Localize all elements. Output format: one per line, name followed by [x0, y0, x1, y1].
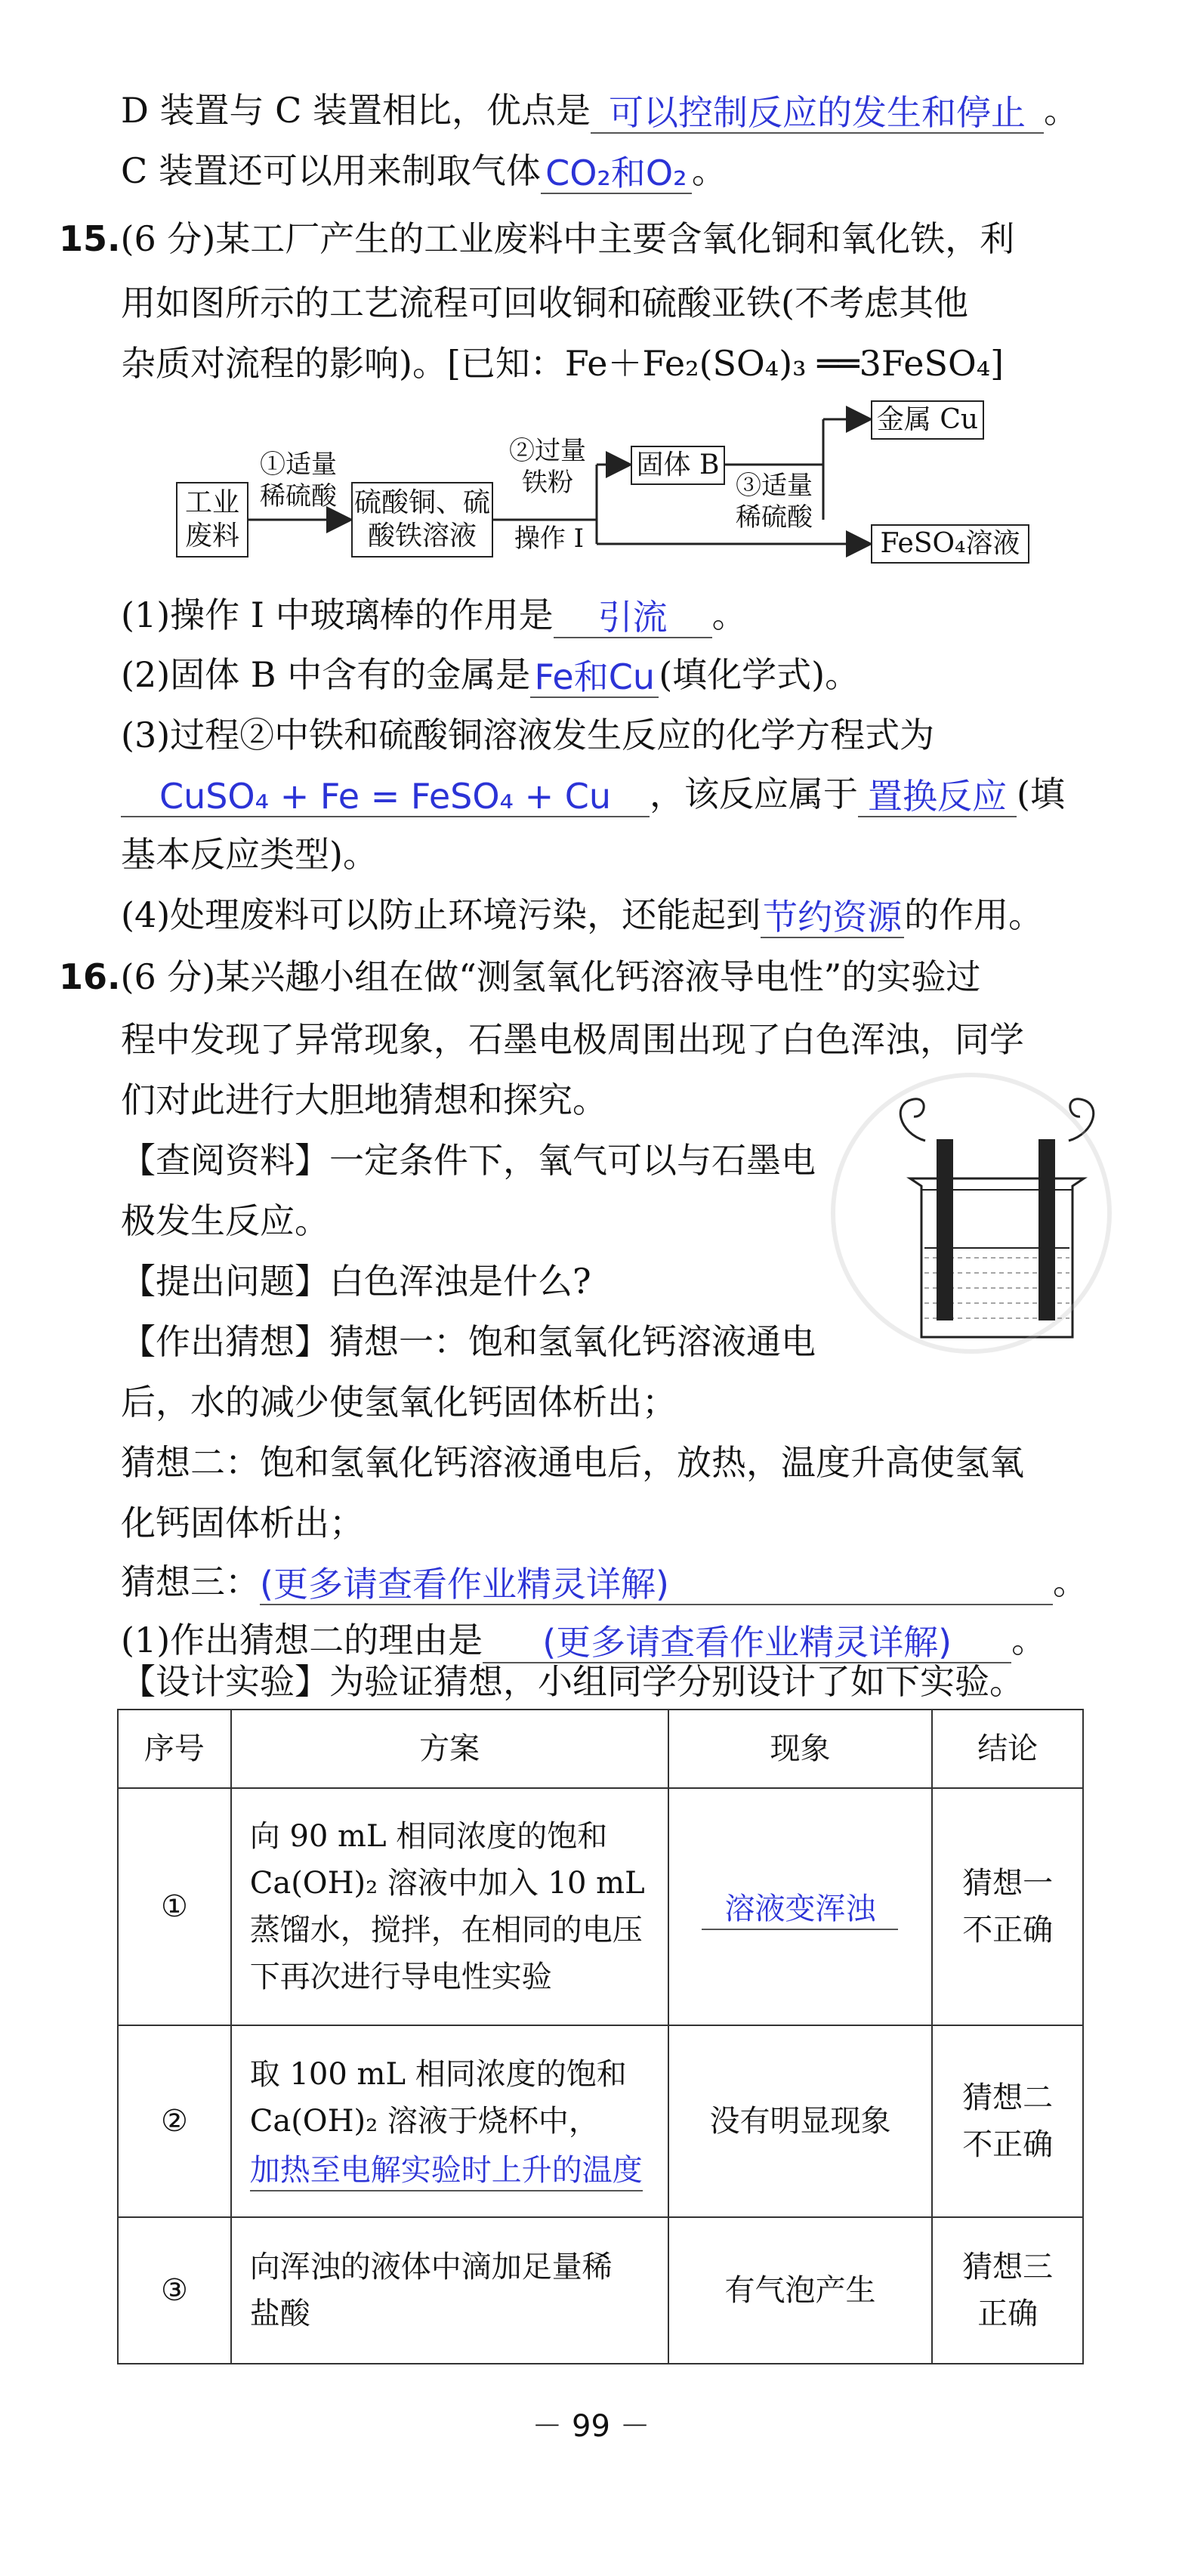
q16-text: (6 分)某兴趣小组在做“测氢氧化钙溶液导电性”的实验过 [120, 956, 981, 997]
row-conclusion [932, 2217, 1083, 2364]
answer-blank: (更多请查看作业精灵详解) [260, 1564, 1053, 1605]
q15-part1 [121, 591, 747, 638]
answer-blank: CuSO₄ + Fe = FeSO₄ + Cu [121, 777, 650, 817]
flow-op1: 操作 I [514, 524, 585, 554]
q15-part-text: (2)固体 B 中含有的金属是 [121, 654, 531, 695]
flow-step3 [729, 470, 819, 533]
conclusion-line: 正确 [977, 2296, 1038, 2331]
q16-guess1a: 【作出猜想】猜想一：饱和氢氧化钙溶液通电 [121, 1321, 816, 1362]
conclusion-line: 不正确 [962, 2127, 1054, 2162]
plan-line: 向 90 mL 相同浓度的饱和 [249, 1819, 608, 1854]
row-phenomenon: 有气泡产生 [668, 2217, 933, 2364]
table-row [118, 1788, 1083, 2025]
q16-guess3 [121, 1558, 1088, 1605]
q14-text: C 装置还可以用来制取气体 [121, 150, 541, 191]
q16-design: 【设计实验】为验证猜想，小组同学分别设计了如下实验。 [121, 1661, 1024, 1702]
table-row [118, 2217, 1083, 2364]
q15-part3-line3: 基本反应类型)。 [121, 834, 378, 875]
question-number: 15. [59, 218, 121, 259]
flow-box-text: 酸铁溶液 [367, 520, 477, 551]
q15-part3: (3)过程②中铁和硫酸铜溶液发生反应的化学方程式为 [121, 715, 935, 755]
table-header-row [118, 1710, 1083, 1788]
row-conclusion [932, 2025, 1083, 2217]
plan-line: 蒸馏水，搅拌，在相同的电压 [249, 1913, 643, 1947]
q14-text: D 装置与 C 装置相比，优点是 [121, 90, 591, 131]
flow-box-feso4: FeSO₄溶液 [871, 524, 1029, 564]
q16-question: 【提出问题】白色浑浊是什么? [121, 1261, 591, 1302]
table-row [118, 2025, 1083, 2217]
answer-blank: Fe和Cu [530, 657, 659, 698]
flow-box-waste [176, 482, 248, 558]
q15-part3-line2 [121, 771, 1065, 817]
table-header: 现象 [668, 1710, 933, 1788]
experiment-table [117, 1709, 1084, 2364]
q15-part4 [121, 891, 1043, 938]
page-number: － 99 － [532, 2409, 650, 2444]
q16-line3: 们对此进行大胆地猜想和探究。 [121, 1080, 607, 1120]
q15-part-text: ，该反应属于 [650, 774, 858, 814]
watermark [831, 1073, 1112, 1354]
plan-line: Ca(OH)₂ 溶液中加入 10 mL [249, 1866, 645, 1901]
row-number: ③ [118, 2217, 231, 2364]
answer-blank: 可以控制反应的发生和停止 [591, 93, 1044, 134]
plan-line: 取 100 mL 相同浓度的饱和 [249, 2057, 627, 2092]
q16-lit1: 【查阅资料】一定条件下，氧气可以与石墨电 [121, 1140, 816, 1181]
flow-step-text: 稀硫酸 [260, 481, 337, 511]
q15-line2: 用如图所示的工艺流程可回收铜和硫酸亚铁(不考虑其他 [121, 283, 968, 323]
q16-guess1b: 后，水的减少使氢氧化钙固体析出； [121, 1382, 677, 1422]
table-header: 结论 [932, 1710, 1083, 1788]
q16-guess2a: 猜想二：饱和氢氧化钙溶液通电后，放热，温度升高使氢氧 [121, 1442, 1024, 1483]
answer-blank: 置换反应 [858, 777, 1017, 817]
flow-step-text: 稀硫酸 [736, 502, 813, 533]
flow-box-cu: 金属 Cu [871, 400, 984, 440]
answer-blank: 加热至电解实验时上升的温度 [250, 2151, 643, 2191]
plan-line: Ca(OH)₂ 溶液于烧杯中， [249, 2104, 599, 2139]
q15-part-text: (1)操作 I 中玻璃棒的作用是 [121, 595, 554, 635]
plan-line: 向浑浊的液体中滴加足量稀 [249, 2250, 613, 2284]
q15-part-text-end: 。 [711, 595, 747, 635]
q15-part-text-end: 的作用。 [904, 894, 1044, 935]
flow-step2 [498, 435, 597, 499]
conclusion-line: 猜想一 [962, 1866, 1054, 1901]
conclusion-line: 猜想二 [962, 2080, 1054, 2115]
q15-part-text-end: (填 [1017, 774, 1065, 814]
conclusion-line: 不正确 [962, 1913, 1054, 1947]
q16-text-end: 。 [1053, 1561, 1088, 1602]
flow-step-text: ②过量 [509, 436, 586, 466]
q16-text: (1)作出猜想二的理由是 [121, 1620, 483, 1660]
answer-blank: CO₂和O₂ [541, 153, 692, 194]
question-number: 16. [59, 956, 121, 997]
row-plan [231, 1788, 668, 2025]
q15-part-text-end: (填化学式)。 [659, 654, 860, 695]
flow-box-text: 硫酸铜、硫 [353, 487, 490, 518]
table-header: 方案 [231, 1710, 668, 1788]
q15-line3: 杂质对流程的影响)。[已知：Fe＋Fe₂(SO₄)₃ ══3FeSO₄] [121, 343, 1005, 384]
flow-box-text: 工业 [184, 487, 239, 518]
q14-text-end: 。 [691, 150, 727, 191]
flow-box-solution [351, 482, 493, 558]
q14-text-end: 。 [1043, 90, 1079, 131]
q16-lit2: 极发生反应。 [121, 1200, 329, 1241]
answer-blank: 引流 [554, 598, 712, 638]
q16-text-end: 。 [1011, 1620, 1047, 1660]
answer-blank: 节约资源 [761, 897, 904, 938]
plan-line: 下再次进行导电性实验 [249, 1960, 552, 1994]
row-number: ① [118, 1788, 231, 2025]
row-plan [231, 2217, 668, 2364]
flow-step1 [249, 449, 347, 512]
q16-part1 [121, 1617, 1046, 1663]
flow-step-text: ①适量 [260, 449, 337, 480]
q15-part-text: (4)处理废料可以防止环境污染，还能起到 [121, 894, 761, 935]
answer-blank: (更多请查看作业精灵详解) [483, 1623, 1011, 1663]
q16-text: 猜想三： [121, 1561, 260, 1602]
row-number: ② [118, 2025, 231, 2217]
answer-blank: 溶液变浑浊 [702, 1889, 898, 1930]
flow-step-text: 铁粉 [522, 468, 573, 498]
conclusion-line: 猜想三 [962, 2250, 1054, 2284]
q15-part2 [121, 651, 859, 698]
table-header: 序号 [118, 1710, 231, 1788]
flow-box-solid-b: 固体 B [631, 446, 725, 485]
row-phenomenon: 没有明显现象 [668, 2025, 933, 2217]
flow-step-text: ③适量 [736, 471, 813, 501]
plan-line: 盐酸 [249, 2296, 310, 2331]
row-phenomenon [668, 1788, 933, 2025]
q16-line2: 程中发现了异常现象，石墨电极周围出现了白色浑浊，同学 [121, 1019, 1024, 1060]
q15-text: (6 分)某工厂产生的工业废料中主要含氧化铜和氧化铁，利 [120, 218, 1015, 259]
q16-guess2b: 化钙固体析出； [121, 1503, 364, 1543]
q16-line1 [59, 953, 980, 1000]
row-conclusion [932, 1788, 1083, 2025]
row-plan [231, 2025, 668, 2217]
flow-box-text: 废料 [184, 520, 239, 551]
